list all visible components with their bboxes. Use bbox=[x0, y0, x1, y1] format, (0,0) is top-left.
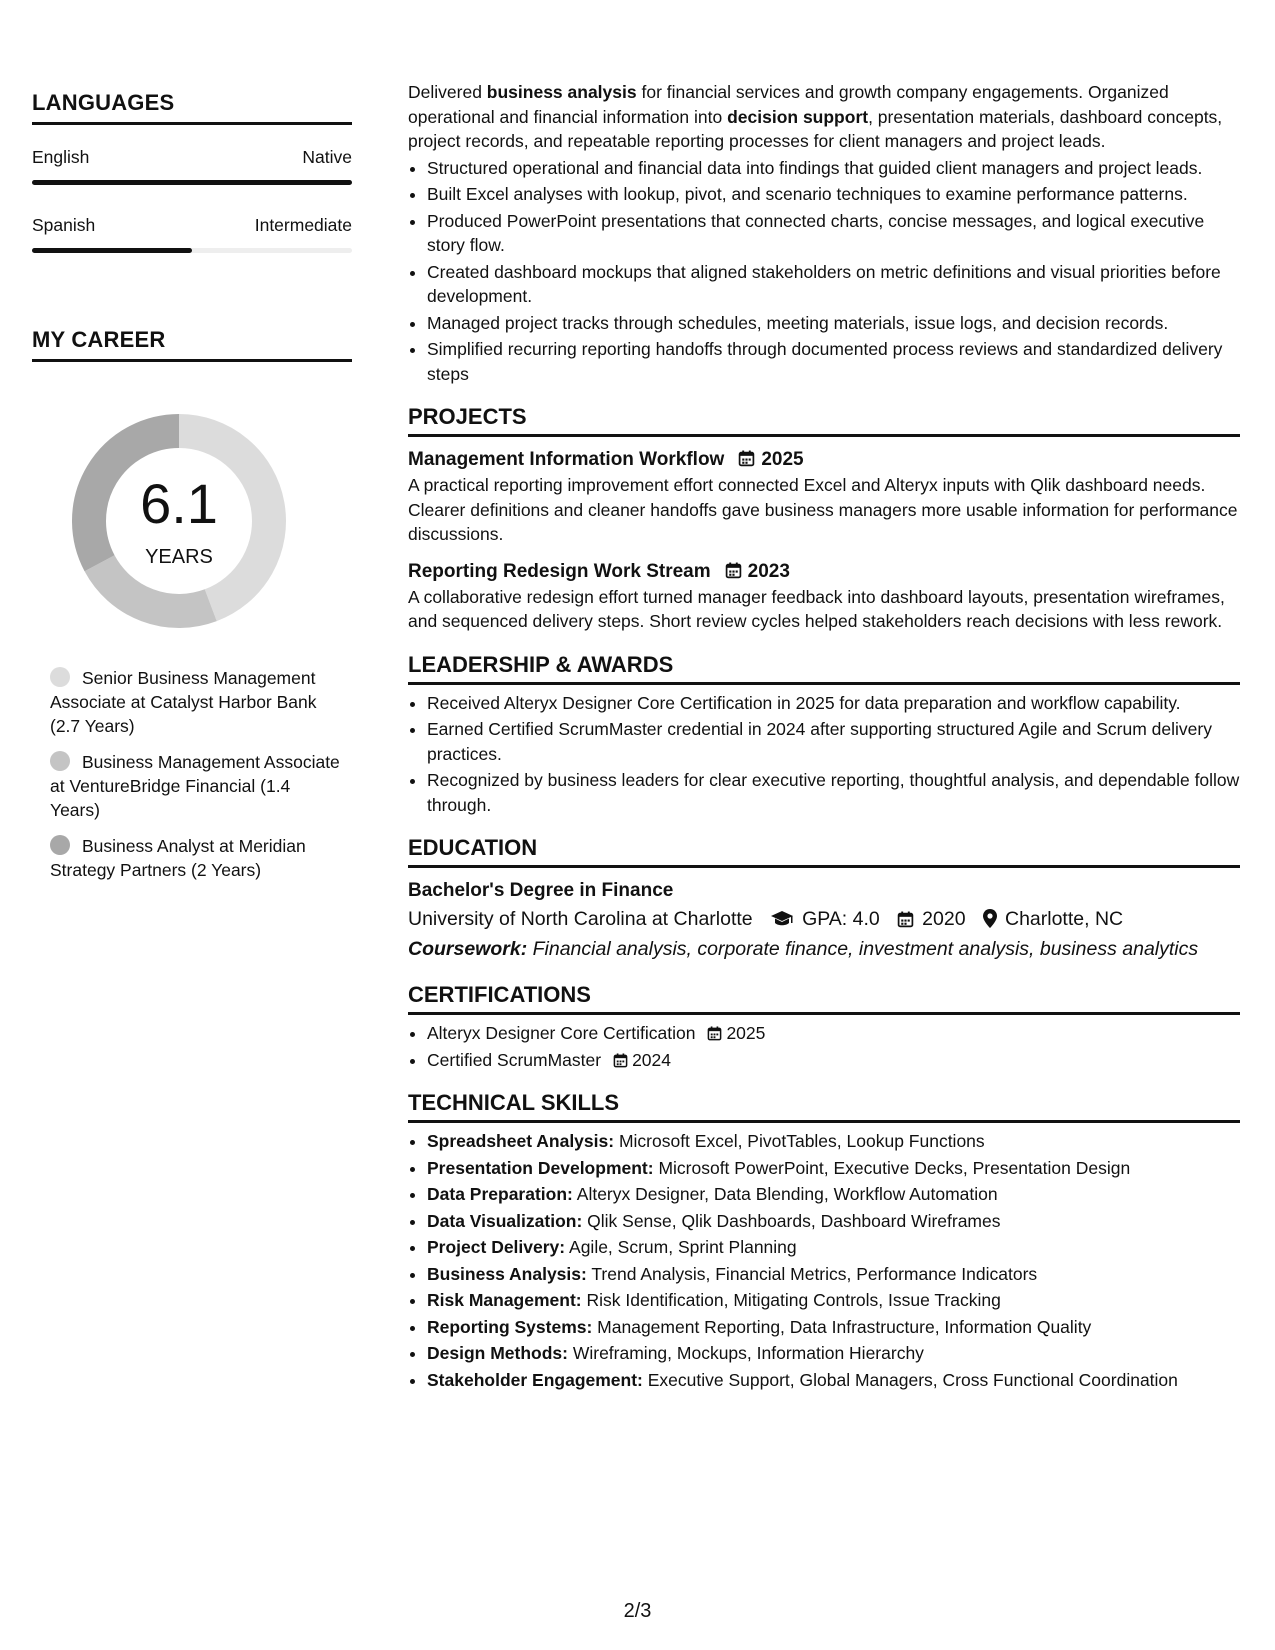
languages-heading: LANGUAGES bbox=[32, 90, 352, 125]
career-total-years: 6.1 bbox=[140, 472, 218, 535]
skill-item bbox=[427, 1262, 1240, 1287]
career-legend-item bbox=[50, 750, 340, 822]
certification-year: 2025 bbox=[726, 1023, 766, 1043]
skill-category: Presentation Development: bbox=[427, 1157, 654, 1178]
certifications-heading: CERTIFICATIONS bbox=[408, 982, 1240, 1015]
calendar-icon bbox=[738, 450, 755, 467]
project-name: Reporting Redesign Work Stream bbox=[408, 560, 711, 582]
certification-name: Certified ScrumMaster bbox=[427, 1049, 602, 1070]
legend-dot bbox=[50, 751, 70, 771]
calendar-icon bbox=[897, 911, 914, 928]
skill-values: Wireframing, Mockups, Information Hierarchy bbox=[567, 1343, 924, 1363]
skill-values: Executive Support, Global Managers, Cross Functional Coordination bbox=[642, 1369, 1178, 1390]
skill-values: Microsoft Excel, PivotTables, Lookup Functions bbox=[614, 1131, 985, 1151]
skill-values: Microsoft PowerPoint, Executive Decks, Presentation Design bbox=[653, 1157, 1131, 1178]
career-role-label: Senior Business Management Associate at Catalyst Harbor Bank (2.7 Years) bbox=[50, 668, 317, 736]
coursework-list: Financial analysis, corporate finance, investment analysis, business analytics bbox=[527, 938, 1199, 960]
main-content bbox=[408, 80, 1240, 1394]
sidebar bbox=[32, 90, 352, 894]
location-pin-icon bbox=[983, 909, 997, 928]
calendar-icon bbox=[725, 562, 742, 579]
experience-summary bbox=[408, 80, 1240, 154]
education-details bbox=[408, 904, 1240, 934]
experience-bullet: • Produced PowerPoint presentations that connected charts, concise messages, and logical executive story flow. bbox=[427, 209, 1240, 258]
leadership-heading: LEADERSHIP & AWARDS bbox=[408, 652, 1240, 685]
language-proficiency-fill bbox=[32, 180, 352, 185]
project-year: 2023 bbox=[747, 560, 790, 582]
skill-item bbox=[427, 1368, 1240, 1393]
experience-bullet: • Built Excel analyses with lookup, pivot, and scenario techniques to examine performance patterns. bbox=[427, 182, 1240, 207]
skill-category: Business Analysis: bbox=[427, 1263, 587, 1284]
language-level: Intermediate bbox=[254, 215, 352, 235]
skill-item bbox=[427, 1341, 1240, 1366]
graduation-cap-icon bbox=[770, 910, 794, 928]
skill-item bbox=[427, 1235, 1240, 1260]
experience-bullet: • Managed project tracks through schedules, meeting materials, issue logs, and decision records. bbox=[427, 311, 1240, 336]
calendar-icon bbox=[613, 1053, 628, 1068]
career-legend bbox=[50, 666, 340, 882]
career-donut-chart bbox=[64, 406, 294, 636]
skill-category: Stakeholder Engagement: bbox=[427, 1369, 643, 1390]
skill-values: Agile, Scrum, Sprint Planning bbox=[565, 1237, 797, 1257]
calendar-icon bbox=[707, 1026, 722, 1041]
career-legend-item bbox=[50, 834, 340, 882]
skill-values: Alteryx Designer, Data Blending, Workflow Automation bbox=[572, 1184, 998, 1204]
language-item bbox=[32, 215, 352, 253]
skill-values: Management Reporting, Data Infrastructure, Information Quality bbox=[592, 1316, 1092, 1337]
leadership-bullet: • Earned Certified ScrumMaster credential in 2024 after supporting structured Agile and Scrum delivery practices. bbox=[427, 717, 1240, 766]
certification-item bbox=[427, 1021, 1240, 1046]
experience-bullet: • Created dashboard mockups that aligned stakeholders on metric definitions and visual priorities before development. bbox=[427, 260, 1240, 309]
skill-item bbox=[427, 1129, 1240, 1154]
skill-item bbox=[427, 1315, 1240, 1340]
school-name: University of North Carolina at Charlotte bbox=[408, 908, 753, 930]
summary-text: for financial services and growth company engagements. Organized operational and financial information into bbox=[408, 82, 1169, 127]
project-description: A practical reporting improvement effort connected Excel and Alteryx inputs with Qlik dashboard needs. Clearer definitions and cleaner handoffs gave business managers more usable information for performance discussions. bbox=[408, 475, 1238, 544]
project-item bbox=[408, 559, 1240, 634]
certification-year: 2024 bbox=[632, 1049, 672, 1070]
projects-heading: PROJECTS bbox=[408, 404, 1240, 437]
summary-text: Delivered bbox=[408, 82, 487, 102]
coursework-label: Coursework: bbox=[408, 938, 528, 960]
skill-item bbox=[427, 1209, 1240, 1234]
skill-item bbox=[427, 1156, 1240, 1181]
leadership-bullet: • Received Alteryx Designer Core Certification in 2025 for data preparation and workflow capability. bbox=[427, 691, 1240, 716]
skill-category: Data Preparation: bbox=[427, 1184, 573, 1204]
language-item bbox=[32, 147, 352, 185]
donut-segment-2 bbox=[100, 563, 211, 611]
skill-values: Trend Analysis, Financial Metrics, Performance Indicators bbox=[586, 1263, 1038, 1284]
certification-name: Alteryx Designer Core Certification bbox=[427, 1023, 696, 1043]
project-description: A collaborative redesign effort turned manager feedback into dashboard layouts, presentation wireframes, and sequenced delivery steps. Short review cycles helped stakeholders reach decisions with less rework. bbox=[408, 586, 1225, 631]
skill-category: Project Delivery: bbox=[427, 1237, 566, 1257]
legend-dot bbox=[50, 667, 70, 687]
language-proficiency-bar bbox=[32, 248, 352, 253]
skill-category: Design Methods: bbox=[427, 1343, 568, 1363]
coursework bbox=[408, 934, 1240, 964]
skills-heading: TECHNICAL SKILLS bbox=[408, 1090, 1240, 1123]
summary-emphasis: business analysis bbox=[486, 82, 637, 102]
experience-bullets bbox=[408, 156, 1240, 387]
summary-text: , presentation materials, dashboard concepts, project records, and repeatable reporting processes for client managers and project leads. bbox=[408, 106, 1223, 151]
skill-category: Reporting Systems: bbox=[427, 1316, 593, 1337]
skill-category: Spreadsheet Analysis: bbox=[427, 1131, 615, 1151]
skill-category: Risk Management: bbox=[427, 1290, 582, 1310]
page-number: 2/3 bbox=[623, 1600, 652, 1622]
degree-title: Bachelor's Degree in Finance bbox=[408, 880, 674, 901]
education-heading: EDUCATION bbox=[408, 835, 1240, 868]
project-name: Management Information Workflow bbox=[408, 449, 725, 470]
language-proficiency-fill bbox=[32, 248, 192, 253]
skill-values: Risk Identification, Mitigating Controls, Issue Tracking bbox=[581, 1290, 1001, 1310]
skill-item bbox=[427, 1182, 1240, 1207]
skill-category: Data Visualization: bbox=[427, 1210, 583, 1231]
experience-bullet: • Structured operational and financial data into findings that guided client managers and project leads. bbox=[427, 156, 1240, 181]
project-year: 2025 bbox=[761, 449, 804, 470]
career-role-label: Business Management Associate at VentureBridge Financial (1.4 Years) bbox=[50, 752, 340, 820]
leadership-bullets bbox=[408, 691, 1240, 818]
certifications-list bbox=[408, 1021, 1240, 1072]
career-total-unit: YEARS bbox=[145, 546, 213, 568]
legend-dot bbox=[50, 835, 70, 855]
experience-bullet: • Simplified recurring reporting handoffs through documented process reviews and standardized delivery steps bbox=[427, 337, 1240, 386]
language-proficiency-bar bbox=[32, 180, 352, 185]
certification-item bbox=[427, 1048, 1240, 1073]
summary-emphasis: decision support bbox=[727, 106, 869, 127]
graduation-year: 2020 bbox=[922, 908, 966, 930]
language-name: English bbox=[32, 147, 90, 167]
skill-item bbox=[427, 1288, 1240, 1313]
leadership-bullet: • Recognized by business leaders for clear executive reporting, thoughtful analysis, and dependable follow through. bbox=[427, 768, 1240, 817]
career-heading: MY CAREER bbox=[32, 327, 352, 362]
school-location: Charlotte, NC bbox=[1004, 908, 1124, 930]
skills-list bbox=[408, 1129, 1240, 1392]
language-level: Native bbox=[302, 147, 352, 167]
project-item bbox=[408, 447, 1240, 547]
gpa: GPA: 4.0 bbox=[802, 908, 880, 930]
career-role-label: Business Analyst at Meridian Strategy Partners (2 Years) bbox=[50, 836, 306, 880]
career-legend-item bbox=[50, 666, 340, 738]
skill-values: Qlik Sense, Qlik Dashboards, Dashboard Wireframes bbox=[582, 1210, 1001, 1231]
language-name: Spanish bbox=[32, 215, 96, 235]
